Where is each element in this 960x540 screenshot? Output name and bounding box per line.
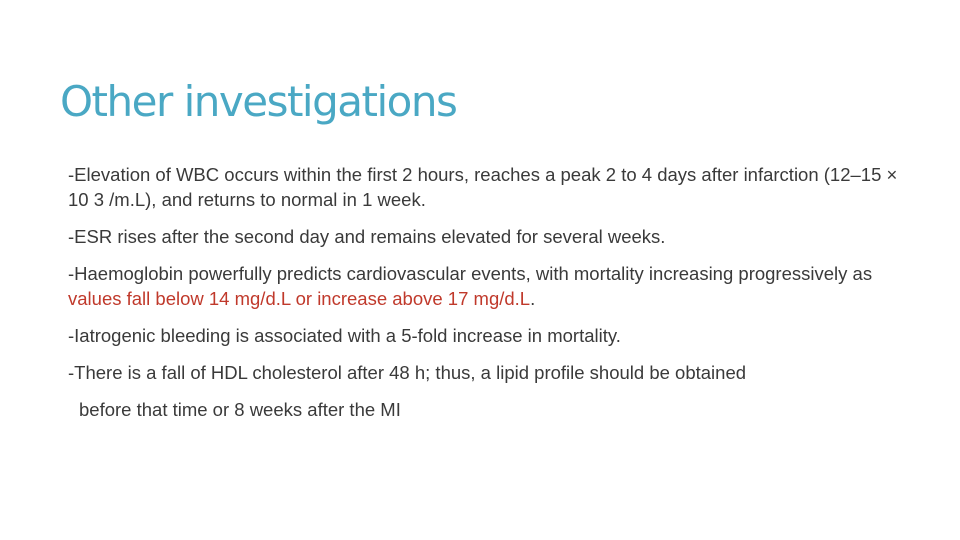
- bullet-haemoglobin-text: -Haemoglobin powerfully predicts cardiovascular events, with mortality increasing progressively as: [68, 263, 873, 284]
- slide-body: [68, 162, 918, 434]
- bullet-esr: -ESR rises after the second day and remains elevated for several weeks.: [68, 226, 666, 247]
- slide-title: Other investigations: [60, 77, 457, 126]
- bullet-hdl: [68, 360, 918, 422]
- bullet-hdl-continuation: before that time or 8 weeks after the MI: [79, 399, 401, 420]
- bullet-iatrogenic: -Iatrogenic bleeding is associated with a 5-fold increase in mortality.: [68, 325, 621, 346]
- bullet-haemoglobin: [68, 261, 918, 311]
- bullet-haemoglobin-highlight: values fall below 14 mg/d.L or increase above 17 mg/d.L: [68, 288, 531, 309]
- bullet-wbc: -Elevation of WBC occurs within the first 2 hours, reaches a peak 2 to 4 days after infarction (12–15 × 10 3 /m.L), and returns to normal in 1 week.: [68, 164, 898, 210]
- bullet-haemoglobin-end: .: [530, 288, 536, 309]
- bullet-hdl-text: -There is a fall of HDL cholesterol after 48 h; thus, a lipid profile should be obtained: [68, 362, 747, 383]
